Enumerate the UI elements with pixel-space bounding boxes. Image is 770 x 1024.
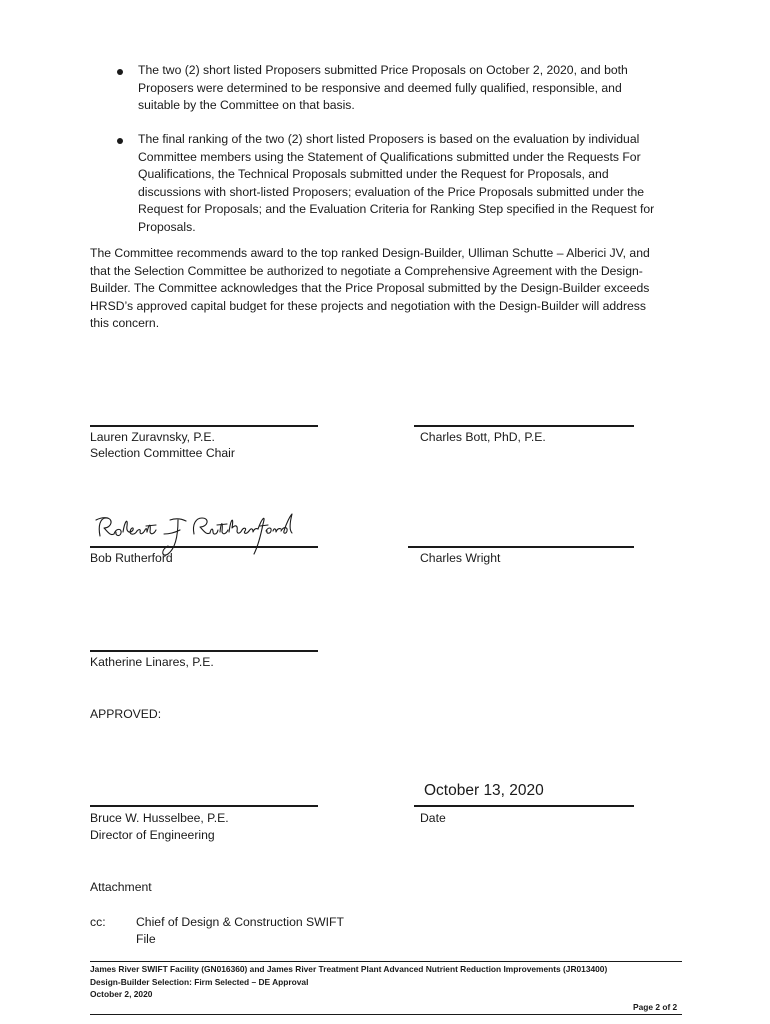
footer-subject-line: Design-Builder Selection: Firm Selected – DE Approval [90,976,309,987]
approver-name: Bruce W. Husselbee, P.E. [90,811,229,825]
bullet-line: The final ranking of the two (2) short listed Proposers is based on the evaluation by individual [138,132,640,146]
signature-line-husselbee [90,805,318,807]
cc-list [136,914,344,948]
bullet-line: Request for Proposals; and the Evaluation Criteria for Ranking Step specified in the Request for [138,202,655,217]
footer-project-line: James River SWIFT Facility (GN016360) and James River Treatment Plant Advanced Nutrient Reduction Improvements (JR013400) [90,964,608,974]
signatory-name-wright: Charles Wright [420,551,501,565]
bullet-line: Qualifications, the Technical Proposals submitted under the Request for Proposals, and [138,167,609,182]
attachment-label: Attachment [90,880,152,894]
signatory-name-zuravnsky: Lauren Zuravnsky, P.E. [90,430,215,444]
footer-bottom-rule [90,1014,682,1015]
signatory-name-linares: Katherine Linares, P.E. [90,655,214,669]
paragraph-line: that the Selection Committee be authorized to negotiate a Comprehensive Agreement with the Design- [90,263,643,278]
approved-label: APPROVED: [90,707,162,721]
date-line [414,805,634,807]
signatory-name-rutherford: Bob Rutherford [90,551,173,565]
bullet-marker [117,69,123,75]
paragraph-line: this concern. [90,316,160,331]
approval-date-value: October 13, 2020 [424,782,544,799]
bullet-item-2 [138,131,654,237]
bullet-line: The two (2) short listed Proposers submitted Price Proposals on October 2, 2020, and both [138,63,628,77]
paragraph-line: HRSD’s approved capital budget for these projects and negotiation with the Design-Builder will address [90,298,646,313]
bullet-item-1 [138,62,628,115]
approver-title: Director of Engineering [90,828,215,842]
cc-label: cc: [90,915,106,929]
cc-item: File [136,932,156,946]
signatory-title-zuravnsky: Selection Committee Chair [90,446,235,460]
signature-line-zuravnsky [90,425,318,427]
bullet-marker [117,138,123,144]
signatory-name-bott: Charles Bott, PhD, P.E. [420,430,546,444]
cc-item: Chief of Design & Construction SWIFT [136,915,344,929]
bullet-line: discussions with short-listed Proposers; evaluation of the Price Proposals submitted under the [138,184,645,199]
paragraph-line: Builder. The Committee acknowledges that the Price Proposal submitted by the Design-Builder exceeds [90,281,650,296]
paragraph-line: The Committee recommends award to the top ranked Design-Builder, Ulliman Schutte – Alberici JV, and [90,246,650,260]
recommendation-paragraph [90,245,650,333]
signature-line-bott [414,425,634,427]
footer [90,963,607,1001]
footer-date-line: October 2, 2020 [90,989,153,999]
bullet-line: Proposers were determined to be responsive and deemed fully qualified, responsible, and [138,80,622,95]
signature-line-rutherford [90,546,318,548]
bullet-line: Committee members using the Statement of Qualifications submitted under the Requests For [138,149,641,164]
signature-line-wright [408,546,634,548]
bullet-line: suitable by the Committee on that basis. [138,98,355,113]
footer-top-rule [90,961,682,962]
date-label: Date [420,811,446,825]
bullet-line: Proposals. [138,219,196,234]
signature-line-linares [90,650,318,652]
page-number: Page 2 of 2 [633,1002,678,1012]
